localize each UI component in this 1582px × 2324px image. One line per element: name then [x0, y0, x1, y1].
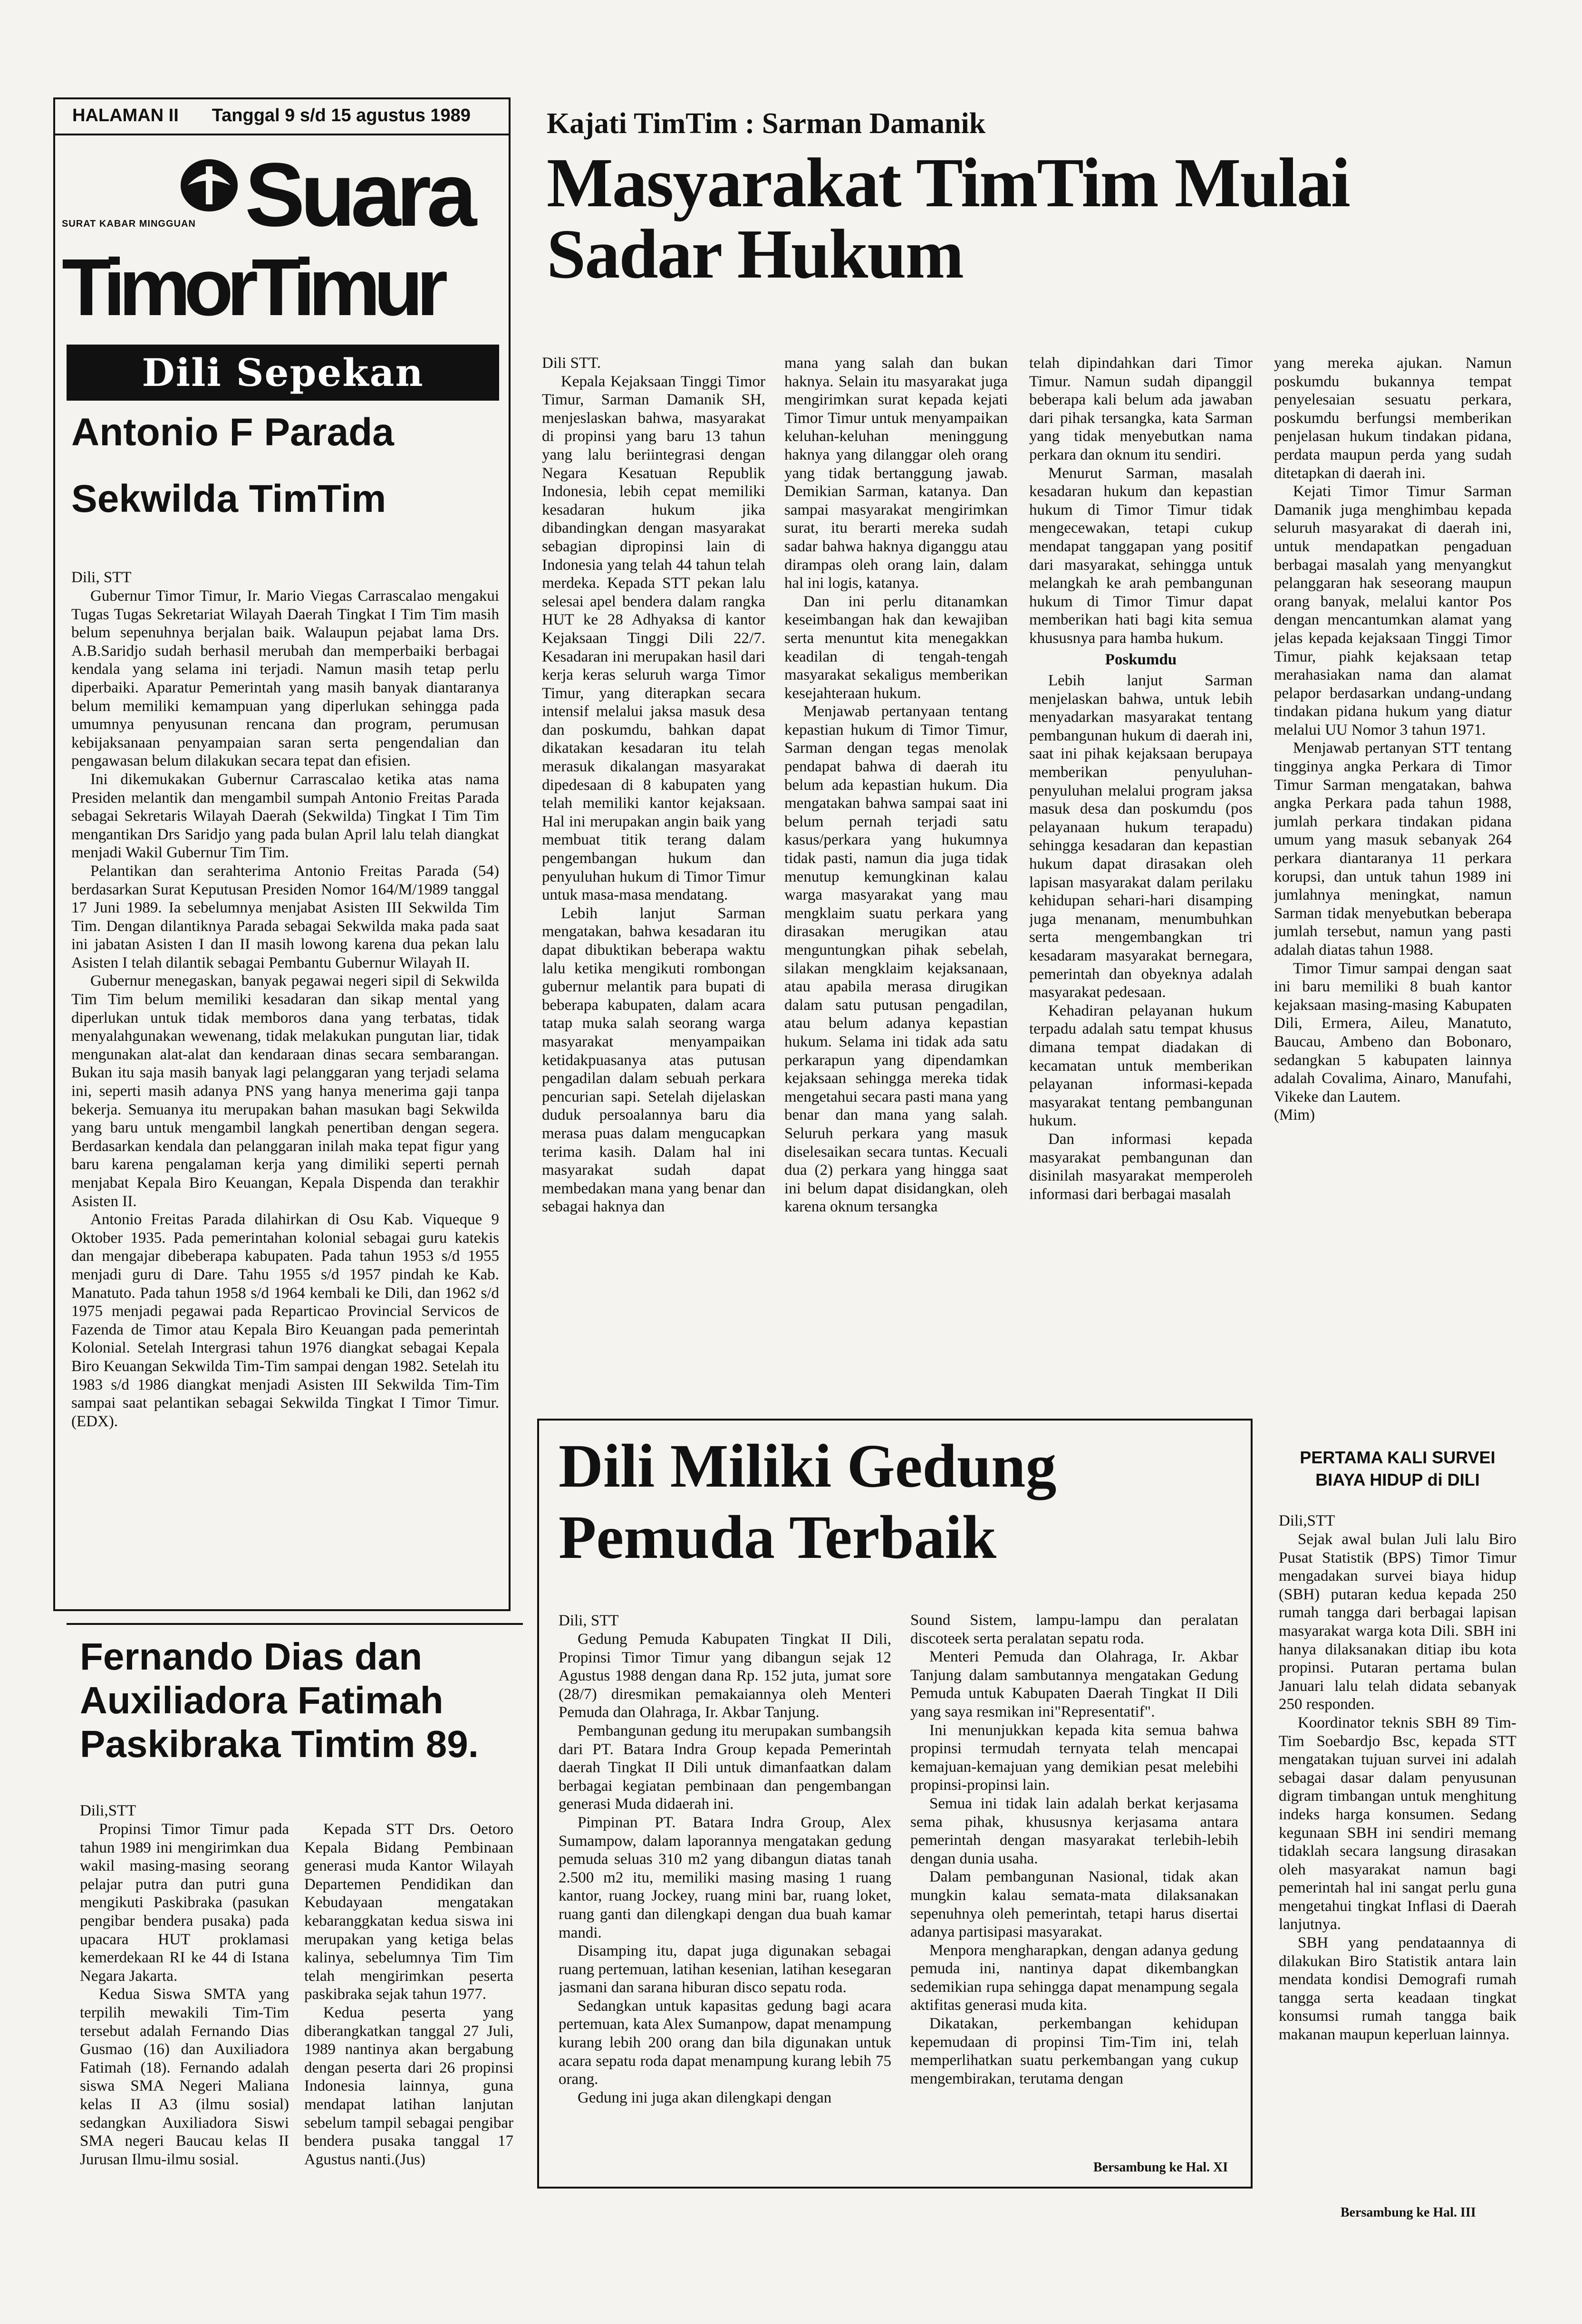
gedung-col1-para-2: Pembangunan gedung itu merupakan sumbangsih dari PT. Batara Indra Group kepada Pemerintah daerah Tingkat II Dili untuk dimanfaatkan dalam berbagai kegiatan pembinaan dan pengembangan generasi Muda didaerah ini. — [559, 1722, 891, 1813]
gedung-headline-1: Dili Miliki Gedung — [559, 1432, 1057, 1500]
kajati-col2-para-2: Dan ini perlu ditanamkan keseimbangan hak dan kewajiban serta menuntut kita menegakkan keadilan di tengah-tengah masyarakat sekaligus memberikan kesejahteraan hukum. — [784, 593, 1008, 702]
paskibraka-col2-para-1: Kepada STT Drs. Oetoro Kepala Bidang Pembinaan generasi muda Kantor Wilayah Departemen Pendidikan dan Kebudayaan mengatakan kebaranggkatan kedua siswa ini merupakan yang ketiga belas kalinya, sebelumnya Tim Tim telah mengirimkan peserta paskibraka sejak tahun 1977. — [304, 1821, 513, 2003]
kajati-col3-para-2: Menurut Sarman, masalah kesadaran hukum dan kepastian hukum di Timor Timur tidak mengecewakan, tetapi cukup mendapat tanggapan yang positif dari masyarakat, sehingga untuk melangkah ke arah pembangunan hukum di Timor Timur dapat memberikan hati bagi kita semua khususnya para hamba hukum. — [1029, 464, 1253, 647]
paskibraka-headline-1: Fernando Dias dan — [80, 1635, 423, 1678]
masthead — [62, 143, 504, 337]
kajati-col3-para-4: Kehadiran pelayanan hukum terpadu adalah satu tempat khusus dimana tempat diadakan di kecamatan untuk memberikan pelayanan informasi-kepada masyarakat tentang pembangunan hukum. — [1029, 1002, 1253, 1130]
kajati-col-3 — [1029, 354, 1253, 1423]
gedung-col1-para-3: Pimpinan PT. Batara Indra Group, Alex Sumampow, dalam laporannya mengatakan gedung pemuda seluas 310 m2 yang dibangun diatas tanah 2.500 m2 itu, memiliki masing masing 1 ruang kantor, ruang Jockey, ruang mini bar, ruang loket, ruang ganti dan dilengkapi dengan dua buah kamar mandi. — [559, 1814, 891, 1941]
paskibraka-col-1 — [80, 1801, 289, 2276]
kajati-headline-1: Masyarakat TimTim Mulai — [547, 144, 1350, 222]
parada-para-5: Antonio Freitas Parada dilahirkan di Osu Kab. Viqueque 9 Oktober 1935. Pada pemerintahan kolonial sebagai guru katekis dan mengajar dibeberapa kabupaten. Pada tahun 1953 s/d 1955 menjadi guru di Dare. Tahu 1955 s/d 1957 pindah ke Kab. Manatuto. Pada tahun 1958 s/d 1964 kembali ke Dili, dan 1962 s/d 1975 menjadi pegawai pada Reparticao Provincial Servicos de Fazenda de Timor atau Kepala Biro Keuangan pada pemerintah Kolonial. Setelah Intergrasi tahun 1976 diangkat sebagai Kepala Biro Keuangan Sekwilda Tim-Tim sampai dengan 1982. Setelah itu 1983 s/d 1986 diangkat menjadi Asisten III Sekwilda Tim-Tim sampai saat pelantikan sebagai Sekwilda Tingkat I Timor Timur. (EDX). — [71, 1211, 499, 1430]
section-banner-text: Dili Sepekan — [142, 350, 424, 395]
kajati-col1-para-2: Lebih lanjut Sarman mengatakan, bahwa kesadaran itu dapat dibuktikan beberapa waktu lalu ketika mengikuti rombongan gubernur melantik para bupati di beberapa kabupaten, dalam acara tatap muka salah seorang warga masyarakat menyampaikan ketidakpuasanya atas putusan pengadilan dalam sebuah perkara pencurian sapi. Setelah dijelaskan duduk persoalannya baru dia merasa puas dalam mengucapkan terima kasih. Dalam hal ini masyarakat sudah dapat membedakan mana yang benar dan sebagai haknya dan — [542, 904, 765, 1216]
paskibraka-top-rule — [67, 1623, 523, 1625]
issue-date: Tanggal 9 s/d 15 agustus 1989 — [212, 105, 471, 125]
kajati-col-4 — [1274, 354, 1512, 1423]
survei-para-3: SBH yang pendataannya di dilakukan Biro Statistik antara lain mendata kondisi Demografi rumah tangga serta keadaan tingkat konsumsi rumah tangga baik makanan maupun keperluan lainnya. — [1279, 1934, 1516, 2044]
gedung-col1-para-5: Sedangkan untuk kapasitas gedung bagi acara pertemuan, kata Alex Sumanpow, dapat menampung kurang lebih 200 orang dan bila digunakan untuk acara sepatu roda dapat menampung kurang lebih 75 orang. — [559, 1997, 891, 2088]
gedung-dateline: Dili, STT — [559, 1612, 619, 1629]
kajati-subhead: Poskumdu — [1105, 651, 1177, 668]
gedung-col1-para-4: Disamping itu, dapat juga digunakan sebagai ruang pertemuan, latihan kesenian, latihan kesegaran jasmani dan sarana hiburan disco sepatu roda. — [559, 1942, 891, 1997]
survei-dateline: Dili,STT — [1279, 1512, 1335, 1529]
paskibraka-headline-2: Auxiliadora Fatimah — [80, 1679, 444, 1721]
kajati-col2-para-1: mana yang salah dan bukan haknya. Selain itu masyarakat juga mengirimkan surat kepada kejati Timor Timur untuk menyampaikan keluhan-keluhan meninggung haknya yang dilanggar oleh orang yang tidak bertanggung jawab. Demikian Sarman, katanya. Dan sampai masyarakat mengirimkan surat, itu berarti mereka sudah sadar bahwa haknya diganggu atau dirampas oleh orang lain, dalam hal ini logis, katanya. — [784, 355, 1008, 592]
kajati-col4-para-1: yang mereka ajukan. Namun poskumdu bukannya tempat penyelesaian sesuatu perkara, poskumdu berfungsi memberikan penjelasan hukum tindakan pidana, perdata maupun perda yang sudah ditetapkan di daerah ini. — [1274, 355, 1512, 482]
parada-dateline: Dili, STT — [71, 569, 132, 586]
emblem-icon — [178, 157, 240, 214]
gedung-col2-para-3: Ini menunjukkan kepada kita semua bahwa propinsi termudah ternyata telah mencapai kemajuan-kemajuan yang demikian pesat melebihi propinsi-propinsi lain. — [910, 1721, 1238, 1794]
gedung-continued: Bersambung ke Hal. XI — [1093, 2160, 1228, 2175]
gedung-col2-para-7: Dikatakan, perkembangan kehidupan kepemudaan di propinsi Tim-Tim ini, telah memperlihatkan suatu perkembangan yang cukup mengembirakan, terutama dengan — [910, 2015, 1238, 2087]
survei-para-2: Koordinator teknis SBH 89 Tim-Tim Soebardjo Bsc, kepada STT mengatakan tujuan survei ini adalah sebagai dasar dalam penyusunan digram timbangan untuk menghitung indeks harga konsumen. Sedang kegunaan SBH ini sendiri memang tidaklah secara langsung dirasakan oleh masyarakat namun bagi pemerintah hal ini sangat perlu guna mengetahui tingkat Inflasi di Daerah lanjutnya. — [1279, 1714, 1516, 1933]
paskibraka-col-2 — [304, 1820, 513, 2276]
gedung-col2-para-1: Sound Sistem, lampu-lampu dan peralatan discoteek serta peralatan sepatu roda. — [910, 1612, 1238, 1647]
kajati-col3-para-3: Lebih lanjut Sarman menjelaskan bahwa, untuk lebih menyadarkan masyarakat tentang pembangunan hukum di daerah ini, saat ini pihak kejaksaan berupaya memberikan penyuluhan-penyuluhan melalui program jaksa masuk desa dan poskumdu (pos pelayanaan hukum terapadu) sehingga kesadaran dan kepastian hukum dapat dirasakan oleh lapisan masyarakat dalam perilaku kehidupan sehari-hari disamping juga menanam, menumbuhkan serta mengembangkan tri kesadaram masyarakat bernegara, pemerintah dan obyeknya adalah masyarakat pedesaan. — [1029, 672, 1253, 1001]
survei-para-1: Sejak awal bulan Juli lalu Biro Pusat Statistik (BPS) Timor Timur mengadakan survei biaya hidup (SBH) putaran kedua kepada 250 rumah tangga dari berbagai lapisan masyarakat warga kota Dili. SBH ini hanya dilaksanakan ditiap ibu kota propinsi. Putaran pertama bulan Januari lalu telah didata sebanyak 250 responden. — [1279, 1531, 1516, 1713]
survei-headline-2: BIAYA HIDUP di DILI — [1315, 1470, 1480, 1489]
masthead-subtitle: SURAT KABAR MINGGUAN — [62, 219, 196, 229]
parada-para-3: Pelantikan dan serahterima Antonio Freitas Parada (54) berdasarkan Surat Keputusan Presiden Nomor 164/M/1989 tanggal 17 Juni 1989. Ia sebelumnya menjabat Asisten III Sekwilda Tim Tim. Dengan dilantiknya Parada sebagai Sekwilda maka pada saat ini jabatan Asisten I dan II masih lowong karena dua pekan lalu Asisten I telah dilantik sebagai Pembantu Gubernur Wilayah II. — [71, 862, 499, 971]
masthead-name-line1: Suara — [245, 144, 473, 245]
paskibraka-col1-para-2: Kedua Siswa SMTA yang terpilih mewakili Tim-Tim tersebut adalah Fernando Dias Gusmao (16) dan Auxiliadora Fatimah (18). Fernando adalah siswa SMA Negeri Maliana kelas II A3 (ilmu sosial) sedangkan Auxiliadora Siswi SMA negeri Baucau kelas II Jurusan Ilmu-ilmu sosial. — [80, 1986, 289, 2168]
paskibraka-headline-3: Paskibraka Timtim 89. — [80, 1723, 479, 1765]
gedung-col-2 — [910, 1611, 1238, 2148]
kajati-dateline: Dili STT. — [542, 355, 601, 372]
parada-headline-2: Sekwilda TimTim — [71, 477, 386, 520]
parada-body — [71, 568, 499, 1580]
survei-headline-1: PERTAMA KALI SURVEI — [1300, 1448, 1495, 1467]
kajati-col-1 — [542, 354, 765, 1423]
page-header-bar — [53, 97, 511, 135]
kajati-col3-para-1: telah dipindahkan dari Timor Timur. Namun sudah dipanggil beberapa kali belum ada jawaban dari pihak tersangka, kata Sarman yang tidak menyebutkan nama perkara dan oknum itu sendiri. — [1029, 355, 1253, 463]
paskibraka-col1-para-1: Propinsi Timor Timur pada tahun 1989 ini mengirimkan dua wakil masing-masing seorang pelajar putra dan putri guna mengikuti Paskibraka (pasukan pengibar bendera pusaka) pada upacara HUT proklamasi kemerdekaan RI ke 44 di Istana Negara Jakarta. — [80, 1821, 289, 1985]
kajati-col4-para-3: Menjawab pertanyan STT tentang tingginya angka Perkara di Timor Timur Sarman mengatakan, bahwa angka Perkara pada tahun 1988, jumlah perkara tindakan pidana umum yang masuk sebanyak 264 perkara diantaranya 11 perkara korupsi, dan untuk tahun 1989 ini jumlahnya meningkat, namun Sarman tidak menyebutkan beberapa jumlah tersebut, namun yang pasti adalah diatas tahun 1988. — [1274, 739, 1512, 959]
kajati-col2-para-3: Menjawab pertanyaan tentang kepastian hukum di Timor Timur, Sarman dengan tegas menolak pendapat bahwa di daerah itu belum ada kepastian hukum. Dia mengatakan bahwa sampai saat ini belum pernah terjadi satu kasus/perkara yang hukumnya tidak pasti, namun dia juga tidak menutup kemungkinan kalau warga masyarakat yang mau mengklaim suatu perkara yang dirasakan merugikan atau menguntungkan pihak sebelah, silakan mengklaim kejaksanaan, atau apabila merasa dirugikan dalam satu putusan pengadilan, atau belum adanya kepastian hukum. Selama ini tidak ada satu perkarapun yang dipendamkan kejaksaan sehingga mereka tidak mengetahui secara pasti mana yang benar dan mana yang salah. Seluruh perkara yang masuk diselesaikan secara tuntas. Kecuali dua (2) perkara yang hingga saat ini belum dapat disidangkan, oleh karena oknum tersangka — [784, 703, 1008, 1216]
gedung-col2-para-2: Menteri Pemuda dan Olahraga, Ir. Akbar Tanjung dalam sambutannya mengatakan Gedung Pemuda untuk Kabupaten Daerah Tingkat II Dili yang saya resmikan ini"Representatif". — [910, 1648, 1238, 1720]
gedung-col1-para-6: Gedung ini juga akan dilengkapi dengan — [578, 2089, 832, 2106]
parada-para-2: Ini dikemukakan Gubernur Carrascalao ketika atas nama Presiden melantik dan mengambil sumpah Antonio Freitas Parada sebagai Sekretaris Wilayah Daerah (Sekwilda) Tingkat I Tim Tim mengantikan Drs Saridjo yang pada bulan April lalu telah diangkat menjadi Wakil Gubernur Tim Tim. — [71, 770, 499, 862]
kajati-col-2 — [784, 354, 1008, 1423]
kajati-headline-2: Sadar Hukum — [547, 215, 963, 293]
paskibraka-col2-para-2: Kedua peserta yang diberangkatkan tanggal 27 Juli, 1989 nantinya akan bergabung dengan peserta dari 26 propinsi Indonesia lainnya, guna mendapat latihan lanjutan sebelum tampil sebagai pengibar bendera pusaka tanggal 17 Agustus nanti.(Jus) — [304, 2004, 513, 2168]
survei-body — [1279, 1511, 1516, 2200]
gedung-col2-para-4: Semua ini tidak lain adalah berkat kerjasama sema pihak, khususnya kerjasama antara pemerintah dengan masyarakat terlebih-lebih dengan dunia usaha. — [910, 1795, 1238, 1867]
parada-para-4: Gubernur menegaskan, banyak pegawai negeri sipil di Sekwilda Tim Tim belum memiliki kesadaran dan sikap mental yang diperlukan untuk tidak memboros dana yang terbatas, tidak menyalahgunakan wewenang, tidak melakukan pungutan liar, tidak mengunakan alat-alat dan kendaraan dinas secara sembarangan. Bukan itu saja masih banyak lagi pelanggaran yang terjadi selama ini, seperti masih adanya PNS yang hanya menerima gaji tanpa bekerja. Semuanya itu merupakan bahan masukan bagi Sekwilda yang baru untuk mengambil langkah penertiban dengan segera. Berdasarkan kendala dan pelanggaran inilah maka tepat figur yang baru karena pengalaman kerja yang dimiliki seperti pernah menjabat Kepala Biro Keuangan, Kepala Dispenda dan terakhir Asisten II. — [71, 972, 499, 1210]
kajati-col4-para-4: Timor Timur sampai dengan saat ini baru memiliki 8 buah kantor kejaksaan masing-masing Kabupaten Dili, Ermera, Aileu, Manatuto, Baucau, Ambeno dan Bobonaro, sedangkan 5 kabupaten lainnya adalah Covalima, Ainaro, Manufahi, Vikeke dan Lautem. — [1274, 960, 1512, 1105]
masthead-name-line2: TimorTimur — [62, 242, 442, 333]
kajati-kicker: Kajati TimTim : Sarman Damanik — [547, 107, 986, 140]
kajati-col4-para-2: Kejati Timor Timur Sarman Damanik juga menghimbau kepada seluruh masyarakat di daerah ini, untuk mendapatkan pengaduan berbagai masalah yang menyangkut pelanggaran hak seseorang maupun orang banyak, melalui kantor Pos dengan mencantumkan alamat yang jelas kepada kejaksaan Tinggi Timor Timur, piahk kejaksaan tetap merahasiakan nama dan alamat pelapor berdasarkan undang-undang tindakan pidana hukum yang diatur melalui UU Nomor 3 tahun 1971. — [1274, 483, 1512, 739]
parada-headline-1: Antonio F Parada — [71, 411, 394, 454]
gedung-col-1 — [559, 1611, 891, 2177]
paskibraka-dateline: Dili,STT — [80, 1802, 136, 1819]
survei-continued: Bersambung ke Hal. III — [1341, 2205, 1476, 2220]
gedung-col1-para-1: Gedung Pemuda Kabupaten Tingkat II Dili, Propinsi Timor Timur yang dibangun sejak 12 Agustus 1988 dengan dana Rp. 152 juta, jumat sore (28/7) diresmikan pemakaiannya oleh Menteri Pemuda dan Olahraga, Ir. Akbar Tanjung. — [559, 1631, 891, 1721]
page-label: HALAMAN II — [72, 105, 179, 125]
gedung-headline-2: Pemuda Terbaik — [559, 1503, 997, 1572]
kajati-signoff: (Mim) — [1274, 1106, 1315, 1124]
section-banner — [67, 345, 499, 401]
gedung-col2-para-5: Dalam pembangunan Nasional, tidak akan mungkin kalau semata-mata dilaksanakan sepenuhnya oleh pemerintah, tetapi harus disertai adanya partisipasi masyarakat. — [910, 1868, 1238, 1941]
gedung-col2-para-6: Menpora mengharapkan, dengan adanya gedung pemuda ini, nantinya dapat dikembangkan sedemikian rupa sehingga dapat menampung segala aktifitas generasi muda kita. — [910, 1941, 1238, 2014]
kajati-col1-para-1: Kepala Kejaksaan Tinggi Timor Timur, Sarman Damanik SH, menjeslaskan bahwa, masyarakat di propinsi yang baru 13 tahun yang lalu beriintegrasi dengan Negara Kesatuan Republik Indonesia, lebih cepat memiliki kesadaran hukum jika dibandingkan dengan masyarakat sebagian dipropinsi lain di Indonesia yang telah 44 tahun telah merdeka. Kepada STT pekan lalu selesai apel bendera dalam rangka HUT ke 28 Adhyaksa di kantor Kejaksaan Tinggi Dili 22/7. Kesadaran ini merupakan hasil dari kerja keras seluruh warga Timor Timur, yang diterapkan secara intensif melalui jaksa masuk desa dan poskumdu, bahkan dapat dikatakan kesadaran itu telah merasuk dikalangan masyarakat dipedesaan di 8 kabupaten yang telah memiliki kantor kejaksaan. Hal ini merupakan angin baik yang membuat titik terang dalam pengembangan hukum dan penyuluhan hukum di Timor Timur untuk masa-masa mendatang. — [542, 373, 765, 904]
parada-para-1: Gubernur Timor Timur, Ir. Mario Viegas Carrascalao mengakui Tugas Tugas Sekretariat Wilayah Daerah Tingkat I Tim Tim masih belum sepenuhnya berjalan baik. Walaupun pejabat lama Drs. A.B.Saridjo sudah berhasil merubah dan memperbaiki berbagai kendala yang selama ini terjadi. Namun masih tetap perlu diperbaiki. Aparatur Pemerintah yang masih banyak diantaranya belum memiliki kemampuan yang diperlukan sehingga pada umumnya penyusunan rencana dan program, perumusan kebijaksanaan penyampaian saran serta pengendalian dan pengawasan belum dilakukan secara tepat dan efisien. — [71, 587, 499, 770]
kajati-col3-para-5: Dan informasi kepada masyarakat pembangunan dan disinilah masyarakat memperoleh informasi dari berbagai masalah — [1029, 1130, 1253, 1203]
